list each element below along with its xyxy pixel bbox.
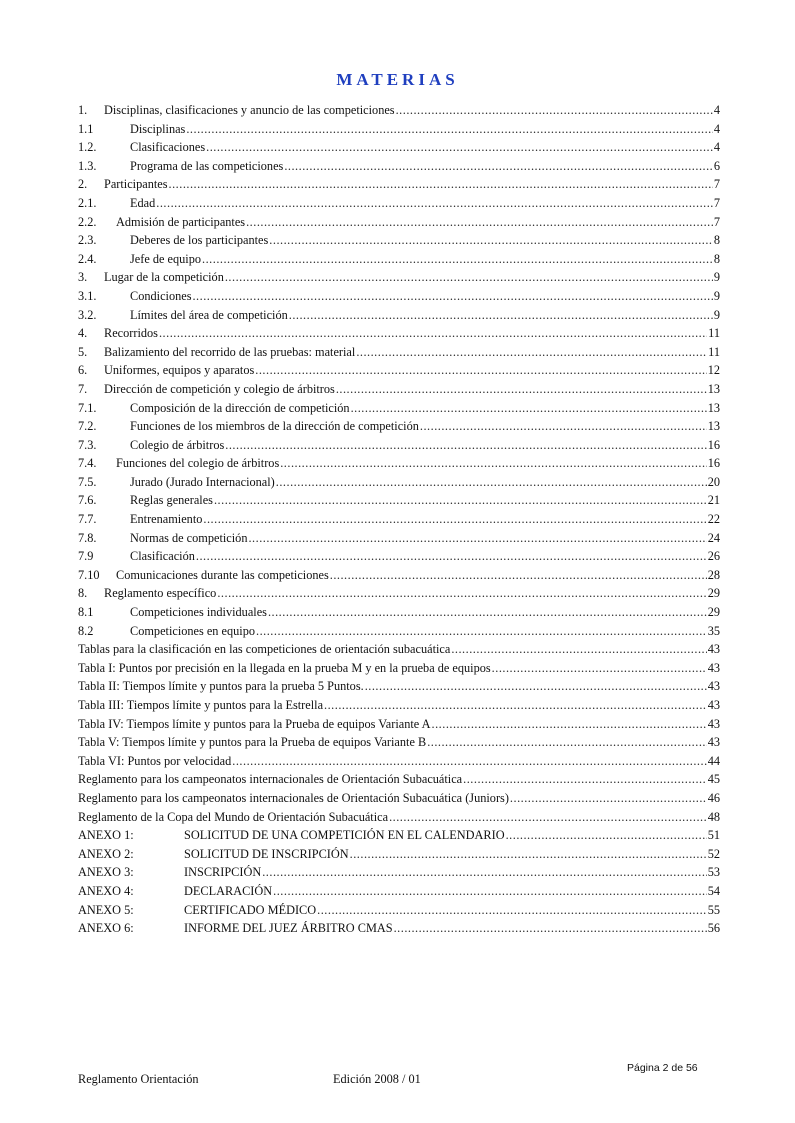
toc-entry-number: 2.3. <box>78 233 97 248</box>
toc-dot-leader <box>169 175 713 194</box>
toc-dot-leader <box>394 919 707 938</box>
toc-dot-leader <box>330 566 707 585</box>
toc-dot-leader <box>225 436 706 455</box>
toc-entry-line <box>130 473 720 492</box>
toc-entry-line <box>130 157 720 176</box>
toc-entry-line <box>116 213 720 232</box>
toc-entry[interactable] <box>78 752 720 771</box>
toc-entry-page: 52 <box>707 846 720 861</box>
toc-entry-line <box>130 399 720 418</box>
toc-dot-leader <box>356 343 707 362</box>
toc-entry-line <box>78 770 720 789</box>
toc-entry-page: 45 <box>707 772 720 787</box>
toc-entry-title[interactable]: Reglamento para los campeonatos internacionales de Orientación Subacuática (Juniors) <box>78 790 509 805</box>
toc-entry-title[interactable]: Tabla IV: Tiempos límite y puntos para la Prueba de equipos Variante A <box>78 716 431 731</box>
toc-dot-leader <box>232 752 706 771</box>
toc-dot-leader <box>463 770 707 789</box>
toc-entry-page: 12 <box>707 363 720 378</box>
toc-entry-number: 3.2. <box>78 307 97 322</box>
toc-entry-page: 20 <box>707 474 720 489</box>
toc-entry-page: 8 <box>713 251 720 266</box>
toc-entry[interactable] <box>78 882 720 901</box>
toc-dot-leader <box>351 399 707 418</box>
toc-entry-line <box>130 194 720 213</box>
toc-entry-number: 8.1 <box>78 605 94 620</box>
toc-entry-line <box>78 733 720 752</box>
toc-entry-page: 4 <box>713 121 720 136</box>
toc-entry-title[interactable]: Disciplinas, clasificaciones y anuncio de las competiciones <box>104 103 395 117</box>
toc-entry-number: 7.7. <box>78 512 97 527</box>
toc-entry-page: 6 <box>713 158 720 173</box>
toc-entry[interactable] <box>78 194 720 213</box>
toc-dot-leader <box>451 640 706 659</box>
toc-entry[interactable] <box>78 454 720 473</box>
page-title: MATERIAS <box>336 70 459 89</box>
toc-entry-title[interactable]: Edad <box>130 195 156 210</box>
toc-entry-page: 48 <box>707 809 720 824</box>
toc-entry-page: 28 <box>707 567 720 582</box>
toc-entry-page: 35 <box>707 623 720 638</box>
toc-entry[interactable] <box>78 640 720 659</box>
toc-entry-line <box>104 343 720 362</box>
toc-entry-line <box>104 361 720 380</box>
toc-dot-leader <box>284 157 713 176</box>
toc-entry-title[interactable]: INFORME DEL JUEZ ÁRBITRO CMAS <box>184 921 393 936</box>
toc-dot-leader <box>202 250 713 269</box>
toc-entry-title[interactable]: SOLICITUD DE INSCRIPCIÓN <box>184 846 349 861</box>
toc-entry-number: 1.1 <box>78 121 94 136</box>
toc-dot-leader <box>217 584 706 603</box>
toc-entry-page: 9 <box>713 270 720 285</box>
toc-entry[interactable] <box>78 361 720 380</box>
toc-entry-line <box>78 696 720 715</box>
toc-entry-page: 16 <box>707 456 720 471</box>
toc-entry-page: 24 <box>707 530 720 545</box>
toc-entry[interactable] <box>78 250 720 269</box>
toc-entry-page: 55 <box>707 902 720 917</box>
toc-entry-title[interactable]: Jurado (Jurado Internacional) <box>130 474 275 489</box>
toc-entry-page: 43 <box>707 660 720 675</box>
toc-dot-leader <box>268 603 707 622</box>
toc-entry-number: 7.9 <box>78 549 94 564</box>
toc-entry-title[interactable]: Reglamento para los campeonatos internacionales de Orientación Subacuática <box>78 772 463 787</box>
toc-entry-title[interactable]: Tabla I: Puntos por precisión en la llegada en la prueba M y en la prueba de equipos <box>78 660 491 675</box>
toc-entry[interactable] <box>78 603 720 622</box>
toc-entry[interactable] <box>78 715 720 734</box>
toc-entry-number: 7.1. <box>78 400 97 415</box>
toc-entry-page: 43 <box>707 642 720 657</box>
toc-entry[interactable] <box>78 770 720 789</box>
toc-entry-page: 13 <box>707 400 720 415</box>
toc-entry-title[interactable]: Disciplinas <box>130 121 186 136</box>
toc-entry-page: 7 <box>713 214 720 229</box>
toc-entry-line <box>130 120 720 139</box>
toc-entry[interactable] <box>78 826 720 845</box>
toc-entry-title[interactable]: Condiciones <box>130 288 192 303</box>
toc-entry-title[interactable]: Uniformes, equipos y aparatos <box>104 363 255 378</box>
toc-dot-leader <box>276 473 707 492</box>
toc-entry-line <box>130 603 720 622</box>
toc-entry-title[interactable]: Lugar de la competición <box>104 270 224 285</box>
toc-dot-leader <box>255 361 706 380</box>
toc-entry[interactable] <box>78 213 720 232</box>
toc-entry[interactable] <box>78 566 720 585</box>
toc-dot-leader <box>280 454 706 473</box>
toc-entry-line <box>104 268 720 287</box>
toc-entry-line <box>104 380 720 399</box>
toc-entry-page: 51 <box>707 828 720 843</box>
toc-entry-number: 8. <box>78 586 88 601</box>
toc-entry-title[interactable]: Composición de la dirección de competición <box>130 400 350 415</box>
toc-entry-page: 13 <box>707 381 720 396</box>
toc-entry-line <box>184 845 720 864</box>
toc-entry-number: 7.6. <box>78 493 97 508</box>
toc-entry-title[interactable]: Reglamento de la Copa del Mundo de Orientación Subacuática <box>78 809 389 824</box>
toc-dot-leader <box>336 380 707 399</box>
toc-entry-line <box>130 491 720 510</box>
toc-dot-leader <box>159 324 707 343</box>
toc-entry-line <box>130 436 720 455</box>
toc-dot-leader <box>203 510 706 529</box>
toc-entry-title[interactable]: Tablas para la clasificación en las competiciones de orientación subacuática <box>78 642 451 657</box>
toc-entry-page: 4 <box>713 140 720 155</box>
toc-entry-title[interactable]: Recorridos <box>104 326 158 341</box>
toc-dot-leader <box>196 547 707 566</box>
toc-entry-number: 4. <box>78 326 88 341</box>
toc-entry-page: 7 <box>713 177 720 192</box>
toc-entry-title[interactable]: CERTIFICADO MÉDICO <box>184 902 317 917</box>
toc-entry-number: 5. <box>78 344 88 359</box>
toc-entry-line <box>130 547 720 566</box>
toc-entry-title[interactable]: Tabla V: Tiempos límite y puntos para la Prueba de equipos Variante B <box>78 735 427 750</box>
toc-entry-page: 54 <box>707 883 720 898</box>
toc-dot-leader <box>365 677 707 696</box>
toc-dot-leader <box>396 101 713 120</box>
toc-entry[interactable] <box>78 380 720 399</box>
toc-entry-title[interactable]: Competiciones en equipo <box>130 623 255 638</box>
toc-entry-number: 7. <box>78 381 88 396</box>
toc-entry-page: 16 <box>707 437 720 452</box>
toc-entry-title[interactable]: Jefe de equipo <box>130 251 202 266</box>
toc-entry-number: 3.1. <box>78 288 97 303</box>
toc-entry[interactable] <box>78 529 720 548</box>
toc-dot-leader <box>317 901 707 920</box>
toc-dot-leader <box>269 231 713 250</box>
toc-entry[interactable] <box>78 343 720 362</box>
toc-entry[interactable] <box>78 901 720 920</box>
toc-dot-leader <box>214 491 707 510</box>
toc-entry[interactable] <box>78 306 720 325</box>
toc-entry-title[interactable]: Funciones de los miembros de la dirección de competición <box>130 419 419 434</box>
toc-entry-page: 9 <box>713 307 720 322</box>
toc-entry[interactable] <box>78 268 720 287</box>
toc-dot-leader <box>192 287 712 306</box>
toc-entry-page: 29 <box>707 586 720 601</box>
toc-entry[interactable] <box>78 473 720 492</box>
toc-entry-line <box>130 510 720 529</box>
toc-entry-number: 1.2. <box>78 140 97 155</box>
toc-entry-title[interactable]: Clasificación <box>130 549 195 564</box>
toc-entry[interactable] <box>78 696 720 715</box>
toc-entry-title[interactable]: Límites del área de competición <box>130 307 288 322</box>
toc-dot-leader <box>262 863 706 882</box>
toc-entry-title[interactable]: Colegio de árbitros <box>130 437 225 452</box>
toc-entry-line <box>78 659 720 678</box>
toc-entry-number: 6. <box>78 363 88 378</box>
toc-entry[interactable] <box>78 120 720 139</box>
toc-entry-page: 13 <box>707 419 720 434</box>
toc-entry[interactable] <box>78 919 720 938</box>
toc-entry-number: 7.8. <box>78 530 97 545</box>
toc-entry-title[interactable]: Entrenamiento <box>130 512 203 527</box>
toc-entry-number: 2.1. <box>78 195 97 210</box>
toc-entry-title[interactable]: Tabla II: Tiempos límite y puntos para la prueba 5 Puntos. <box>78 679 364 694</box>
toc-entry-title[interactable]: Admisión de participantes <box>116 214 246 229</box>
toc-dot-leader <box>420 417 707 436</box>
toc-dot-leader <box>273 882 707 901</box>
toc-entry-title[interactable]: INSCRIPCIÓN <box>184 865 262 880</box>
toc-entry[interactable] <box>78 399 720 418</box>
toc-entry-title[interactable]: Funciones del colegio de árbitros <box>116 456 280 471</box>
toc-dot-leader <box>246 213 713 232</box>
toc-entry[interactable] <box>78 584 720 603</box>
page-number: Página 2 de 56 <box>627 1062 698 1074</box>
toc-entry-title[interactable]: Clasificaciones <box>130 140 206 155</box>
toc-entry-line <box>116 454 720 473</box>
toc-entry[interactable] <box>78 808 720 827</box>
toc-entry[interactable] <box>78 287 720 306</box>
toc-entry-number: 7.10 <box>78 567 100 582</box>
toc-entry-line <box>116 566 720 585</box>
toc-entry-title[interactable]: Dirección de competición y colegio de árbitros <box>104 381 335 396</box>
toc-entry-line <box>104 101 720 120</box>
toc-entry-page: 11 <box>708 326 720 341</box>
toc-entry-number: 2. <box>78 177 88 192</box>
toc-dot-leader <box>506 826 707 845</box>
toc-entry-number: ANEXO 2: <box>78 846 134 861</box>
toc-entry-title[interactable]: Competiciones individuales <box>130 605 267 620</box>
toc-entry-page: 53 <box>707 865 720 880</box>
toc-entry-number: 7.3. <box>78 437 97 452</box>
toc-dot-leader <box>186 120 713 139</box>
toc-entry[interactable] <box>78 677 720 696</box>
toc-dot-leader <box>492 659 707 678</box>
toc-entry-line <box>78 789 720 808</box>
toc-entry-page: 46 <box>707 790 720 805</box>
toc-entry[interactable] <box>78 659 720 678</box>
toc-entry[interactable] <box>78 138 720 157</box>
toc-entry-title[interactable]: Programa de las competiciones <box>130 158 284 173</box>
toc-entry-page: 26 <box>707 549 720 564</box>
toc-entry-title[interactable]: Balizamiento del recorrido de las pruebas: material <box>104 344 356 359</box>
toc-dot-leader <box>510 789 707 808</box>
toc-entry[interactable] <box>78 510 720 529</box>
toc-entry-line <box>78 640 720 659</box>
toc-entry[interactable] <box>78 733 720 752</box>
toc-entry-line <box>78 752 720 771</box>
toc-entry-page: 8 <box>713 233 720 248</box>
toc-entry-line <box>104 324 720 343</box>
toc-entry-page: 21 <box>707 493 720 508</box>
toc-entry-number: 7.2. <box>78 419 97 434</box>
toc-entry-line <box>78 677 720 696</box>
toc-entry-number: ANEXO 6: <box>78 921 134 936</box>
toc-entry-page: 56 <box>707 921 720 936</box>
toc-entry-number: ANEXO 1: <box>78 828 134 843</box>
toc-entry-page: 44 <box>707 753 720 768</box>
toc-entry-line <box>184 882 720 901</box>
toc-entry[interactable] <box>78 101 720 120</box>
toc-entry-title[interactable]: Deberes de los participantes <box>130 233 269 248</box>
table-of-contents <box>78 101 720 938</box>
toc-entry[interactable] <box>78 622 720 641</box>
toc-entry-line <box>184 919 720 938</box>
toc-entry-number: 2.2. <box>78 214 97 229</box>
toc-entry[interactable] <box>78 417 720 436</box>
toc-entry[interactable] <box>78 845 720 864</box>
toc-entry-number: 3. <box>78 270 88 285</box>
toc-entry-title[interactable]: Reglamento específico <box>104 586 217 601</box>
toc-entry-page: 7 <box>713 195 720 210</box>
toc-entry-page: 22 <box>707 512 720 527</box>
footer-edition: Edición 2008 / 01 <box>333 1072 421 1086</box>
toc-entry-line <box>130 231 720 250</box>
toc-entry-line <box>130 529 720 548</box>
toc-entry[interactable] <box>78 547 720 566</box>
toc-entry-page: 43 <box>707 716 720 731</box>
toc-entry-page: 43 <box>707 698 720 712</box>
toc-entry-line <box>130 417 720 436</box>
toc-entry[interactable] <box>78 231 720 250</box>
toc-dot-leader <box>206 138 713 157</box>
toc-entry-line <box>130 306 720 325</box>
toc-dot-leader <box>389 808 707 827</box>
toc-entry-title[interactable]: SOLICITUD DE UNA COMPETICIÓN EN EL CALENDARIO <box>184 828 505 843</box>
toc-dot-leader <box>225 268 713 287</box>
toc-entry-number: 7.4. <box>78 456 97 471</box>
toc-entry-title[interactable]: Participantes <box>104 177 168 192</box>
toc-entry-line <box>104 175 720 194</box>
toc-entry-line <box>130 138 720 157</box>
toc-entry-title[interactable]: Tabla III: Tiempos límite y puntos para la Estrella <box>78 698 324 712</box>
toc-entry-line <box>104 584 720 603</box>
footer-document-name: Reglamento Orientación <box>78 1072 199 1086</box>
toc-entry-page: 29 <box>707 605 720 620</box>
toc-entry-line <box>78 808 720 827</box>
toc-entry[interactable] <box>78 789 720 808</box>
toc-entry-page: 43 <box>707 679 720 694</box>
toc-entry[interactable] <box>78 175 720 194</box>
toc-entry-page: 4 <box>713 103 720 117</box>
toc-dot-leader <box>432 715 707 734</box>
toc-entry-number: 1. <box>78 103 88 117</box>
toc-entry-line <box>130 287 720 306</box>
toc-dot-leader <box>324 696 707 715</box>
toc-entry-line <box>184 826 720 845</box>
toc-dot-leader <box>427 733 707 752</box>
toc-entry-number: 8.2 <box>78 623 94 638</box>
toc-entry-number: ANEXO 5: <box>78 902 134 917</box>
toc-dot-leader <box>256 622 707 641</box>
toc-entry[interactable] <box>78 157 720 176</box>
toc-entry-title[interactable]: DECLARACIÓN <box>184 883 273 898</box>
toc-entry-title[interactable]: Reglas generales <box>130 493 213 508</box>
toc-entry-line <box>184 863 720 882</box>
toc-entry-number: 7.5. <box>78 474 97 489</box>
toc-dot-leader <box>156 194 713 213</box>
toc-entry-title[interactable]: Comunicaciones durante las competiciones <box>116 567 329 582</box>
toc-entry[interactable] <box>78 863 720 882</box>
toc-dot-leader <box>248 529 706 548</box>
toc-entry-line <box>130 622 720 641</box>
toc-entry-title[interactable]: Normas de competición <box>130 530 248 545</box>
toc-entry-number: ANEXO 4: <box>78 883 134 898</box>
toc-entry[interactable] <box>78 491 720 510</box>
toc-dot-leader <box>289 306 713 325</box>
toc-entry-number: 1.3. <box>78 158 97 173</box>
toc-entry-line <box>78 715 720 734</box>
toc-entry-number: ANEXO 3: <box>78 865 134 880</box>
toc-entry-line <box>130 250 720 269</box>
toc-entry-page: 9 <box>713 288 720 303</box>
toc-dot-leader <box>350 845 707 864</box>
toc-entry-title[interactable]: Tabla VI: Puntos por velocidad <box>78 753 232 768</box>
toc-entry[interactable] <box>78 436 720 455</box>
toc-entry-page: 43 <box>707 735 720 750</box>
toc-entry-page: 11 <box>708 344 720 359</box>
toc-entry[interactable] <box>78 324 720 343</box>
toc-entry-number: 2.4. <box>78 251 97 266</box>
toc-entry-line <box>184 901 720 920</box>
